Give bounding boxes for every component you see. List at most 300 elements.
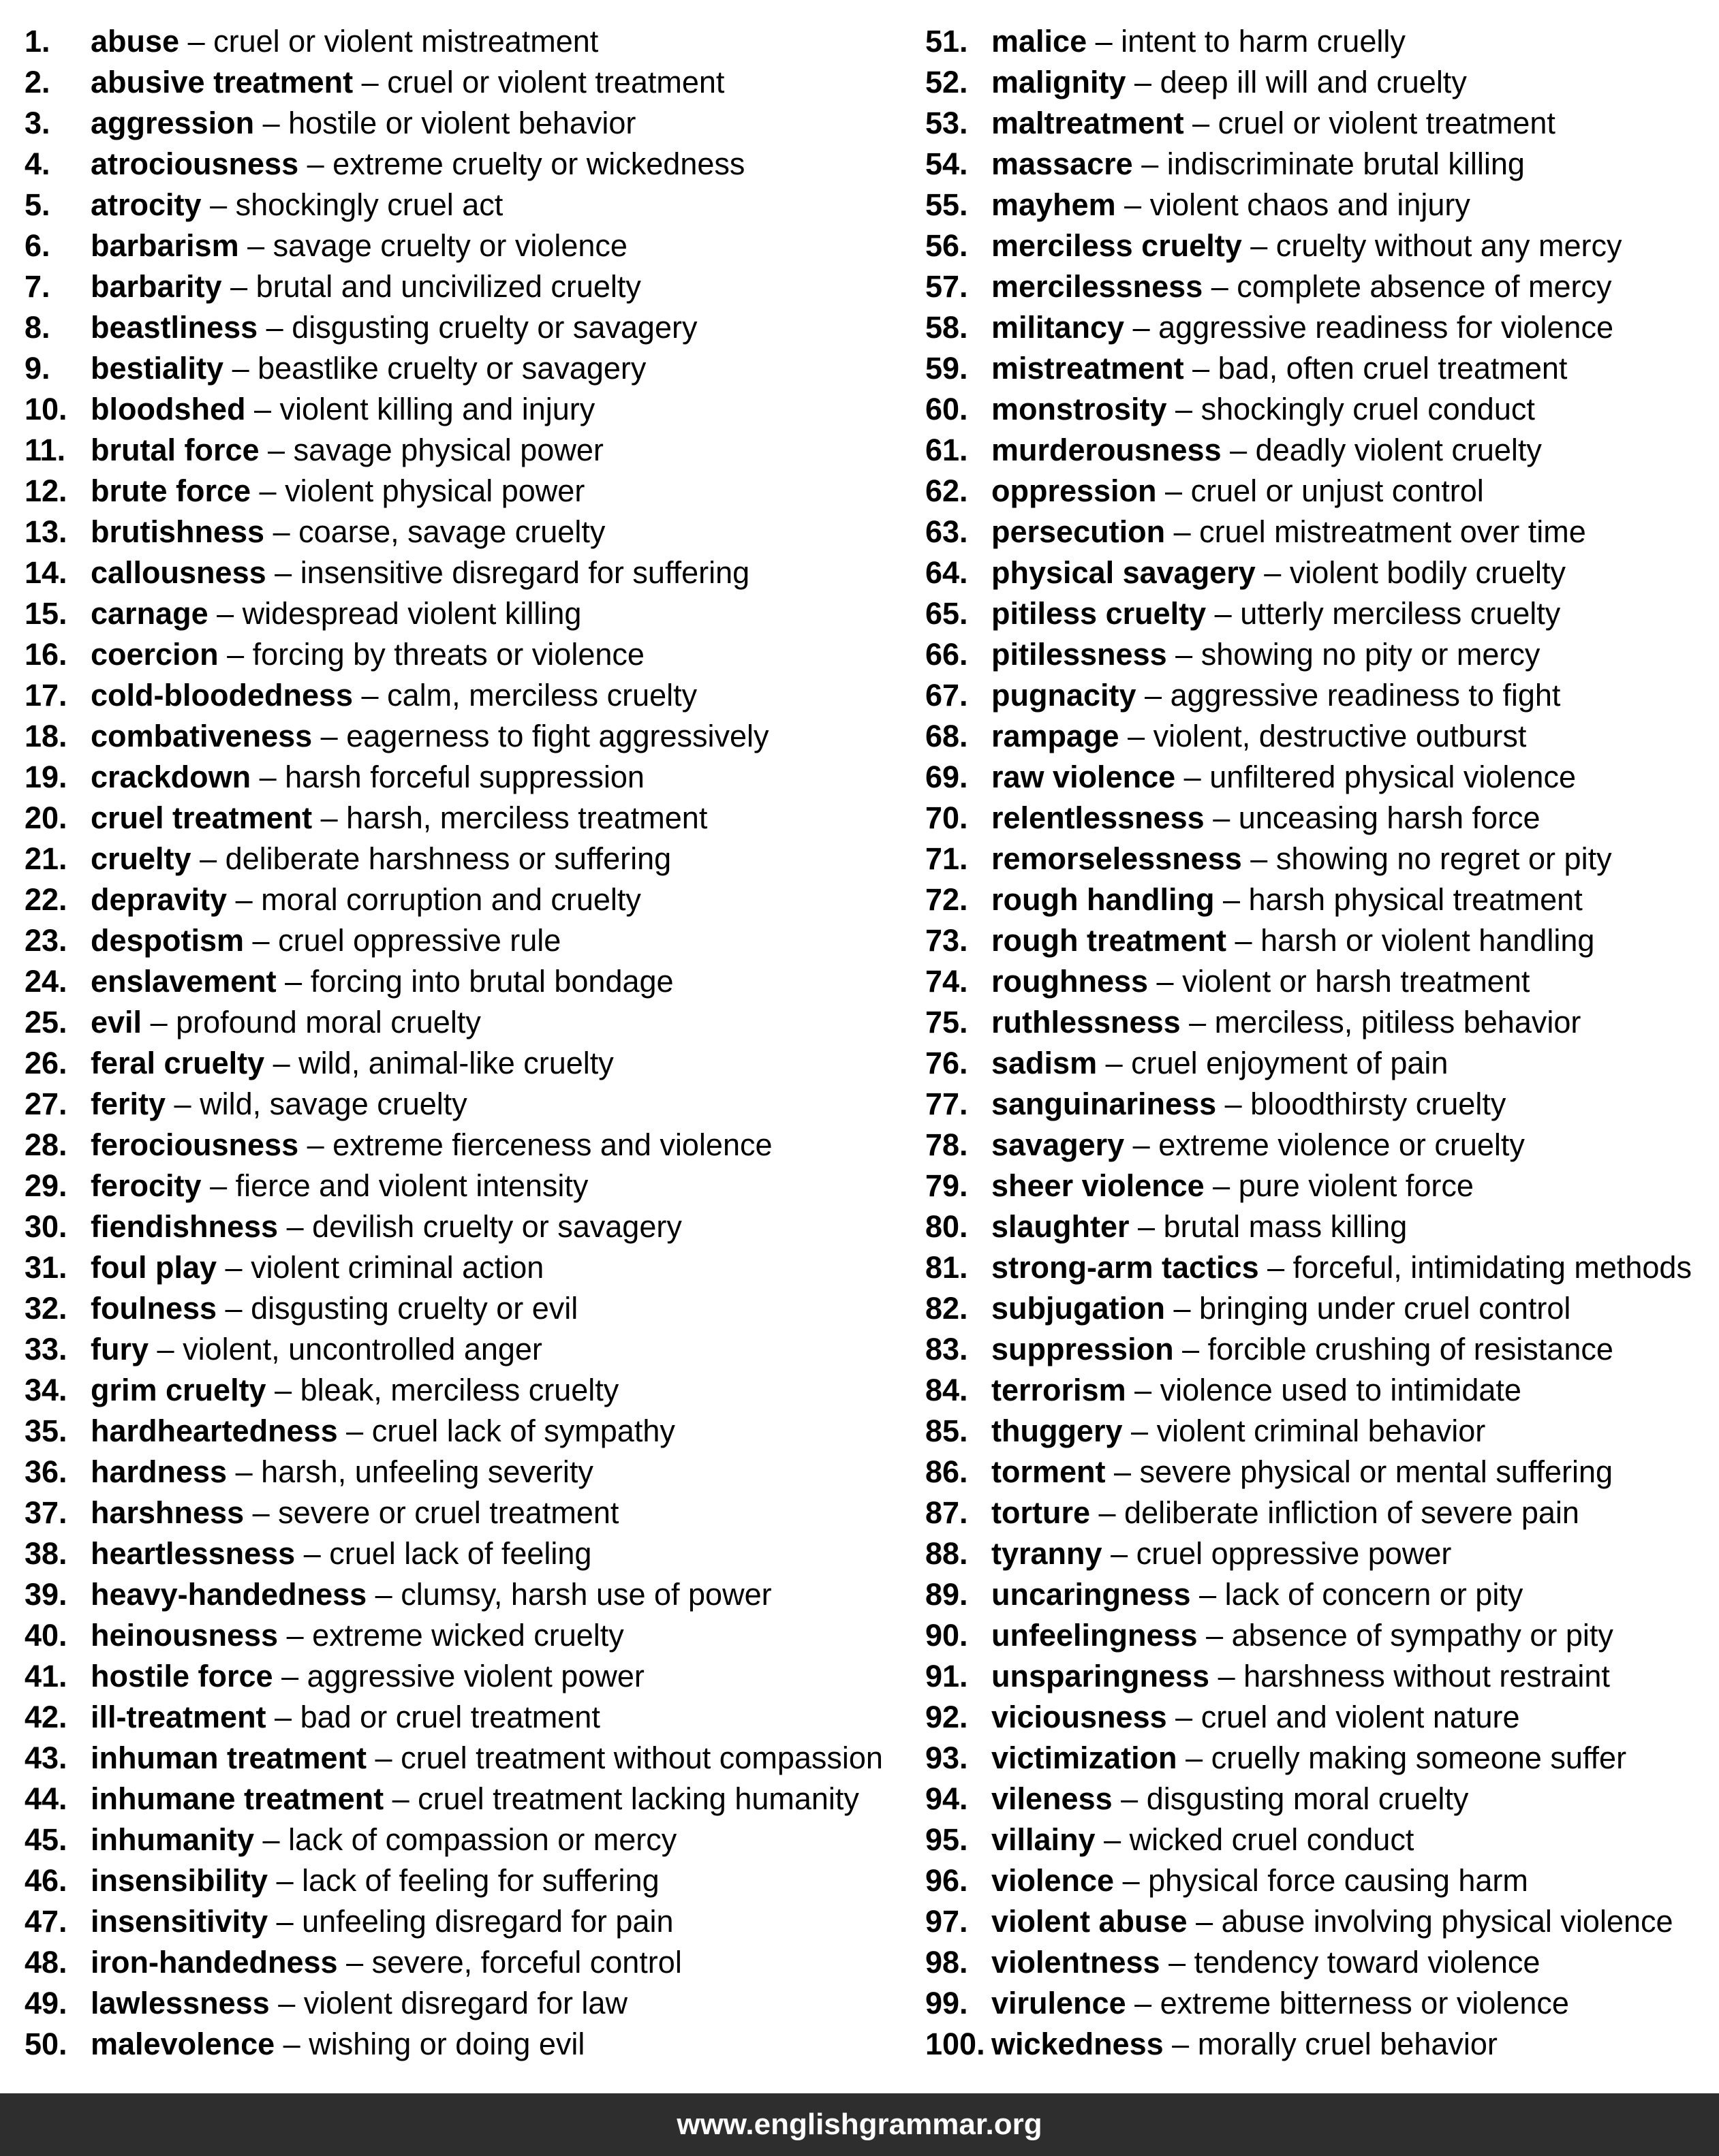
item-term: sadism: [991, 1046, 1098, 1080]
item-separator: –: [227, 1454, 262, 1489]
item-term: beastliness: [91, 310, 258, 345]
item-definition: disgusting cruelty or savagery: [292, 310, 698, 345]
item-definition: forcible crushing of resistance: [1207, 1332, 1613, 1366]
item-separator: –: [1126, 1373, 1160, 1407]
item-definition: deep ill will and cruelty: [1160, 65, 1467, 99]
item-term: ferociousness: [91, 1127, 299, 1162]
item-number: 2.: [25, 65, 50, 99]
item-definition: bad, often cruel treatment: [1218, 351, 1568, 386]
item-definition: extreme bitterness or violence: [1160, 1986, 1569, 2020]
item-number: 13.: [25, 514, 67, 549]
item-separator: –: [1173, 1332, 1208, 1366]
item-number: 43.: [25, 1740, 67, 1775]
item-separator: –: [295, 1536, 330, 1571]
list-item: [925, 266, 1709, 307]
word-list-left-column: [25, 21, 903, 2065]
item-definition: bleak, merciless cruelty: [300, 1373, 619, 1407]
list-item: [25, 471, 903, 512]
item-definition: lack of compassion or mercy: [288, 1822, 677, 1857]
item-term: malignity: [991, 65, 1126, 99]
list-item: [925, 634, 1709, 675]
item-number: 67.: [925, 678, 968, 713]
item-definition: deliberate harshness or suffering: [225, 841, 672, 876]
item-term: slaughter: [991, 1209, 1130, 1244]
item-definition: cruel or unjust control: [1190, 473, 1484, 508]
list-item: [25, 1819, 903, 1860]
item-definition: violent criminal behavior: [1156, 1413, 1486, 1448]
item-definition: extreme cruelty or wickedness: [332, 146, 745, 181]
item-definition: aggressive readiness to fight: [1170, 678, 1561, 713]
item-term: rough treatment: [991, 923, 1227, 958]
item-separator: –: [266, 555, 300, 590]
item-separator: –: [1209, 1659, 1244, 1693]
item-definition: utterly merciless cruelty: [1240, 596, 1561, 631]
list-item: [25, 1125, 903, 1166]
item-separator: –: [149, 1332, 183, 1366]
item-definition: shockingly cruel conduct: [1201, 392, 1535, 426]
item-number: 69.: [925, 760, 968, 794]
item-term: malevolence: [91, 2027, 275, 2061]
item-separator: –: [312, 719, 347, 753]
item-term: insensitivity: [91, 1904, 268, 1939]
item-term: rampage: [991, 719, 1119, 753]
item-definition: violent physical power: [285, 473, 585, 508]
item-definition: lack of concern or pity: [1224, 1577, 1523, 1612]
item-term: strong-arm tactics: [991, 1250, 1259, 1285]
list-item: [925, 348, 1709, 389]
item-number: 30.: [25, 1209, 67, 1244]
item-number: 36.: [25, 1454, 67, 1489]
item-separator: –: [1115, 187, 1150, 222]
item-definition: disgusting moral cruelty: [1146, 1781, 1469, 1816]
item-term: coercion: [91, 637, 219, 672]
list-item: [25, 1329, 903, 1370]
list-item: [925, 1942, 1709, 1983]
item-separator: –: [264, 1046, 299, 1080]
item-term: victimization: [991, 1740, 1177, 1775]
item-number: 33.: [25, 1332, 67, 1366]
item-term: raw violence: [991, 760, 1176, 794]
item-term: bestiality: [91, 351, 224, 386]
item-definition: physical force causing harm: [1148, 1863, 1528, 1898]
item-number: 47.: [25, 1904, 67, 1939]
item-separator: –: [1258, 1250, 1293, 1285]
list-item: [25, 1942, 903, 1983]
item-term: foul play: [91, 1250, 217, 1285]
item-separator: –: [1166, 1700, 1201, 1734]
item-number: 28.: [25, 1127, 67, 1162]
item-separator: –: [1124, 1127, 1159, 1162]
item-term: ferocity: [91, 1168, 202, 1203]
item-definition: cruelty without any mercy: [1275, 228, 1622, 263]
item-definition: cruel treatment without compassion: [401, 1740, 883, 1775]
item-definition: harsh, unfeeling severity: [261, 1454, 593, 1489]
item-number: 26.: [25, 1046, 67, 1080]
item-separator: –: [266, 1700, 300, 1734]
item-definition: indiscriminate brutal killing: [1166, 146, 1525, 181]
item-definition: cruel lack of sympathy: [371, 1413, 675, 1448]
list-item: [25, 21, 903, 62]
list-item: [25, 1370, 903, 1411]
item-definition: deliberate infliction of severe pain: [1124, 1495, 1579, 1530]
item-definition: aggressive violent power: [307, 1659, 645, 1693]
item-number: 96.: [925, 1863, 968, 1898]
item-definition: severe, forceful control: [371, 1945, 682, 1980]
item-separator: –: [1126, 65, 1160, 99]
item-definition: harsh or violent handling: [1260, 923, 1595, 958]
item-separator: –: [1183, 106, 1218, 140]
list-item: [25, 1043, 903, 1084]
item-number: 12.: [25, 473, 67, 508]
item-number: 41.: [25, 1659, 67, 1693]
list-item: [925, 103, 1709, 144]
item-definition: violent chaos and injury: [1149, 187, 1470, 222]
item-term: inhumane treatment: [91, 1781, 384, 1816]
list-item: [25, 961, 903, 1002]
list-item: [25, 225, 903, 266]
item-term: pugnacity: [991, 678, 1136, 713]
item-number: 73.: [925, 923, 968, 958]
item-separator: –: [353, 65, 388, 99]
item-separator: –: [244, 1495, 279, 1530]
item-term: lawlessness: [91, 1986, 270, 2020]
list-item: [925, 879, 1709, 920]
item-term: villainy: [991, 1822, 1096, 1857]
item-separator: –: [1129, 1209, 1164, 1244]
item-term: despotism: [91, 923, 245, 958]
list-item: [25, 1411, 903, 1452]
item-definition: widespread violent killing: [242, 596, 582, 631]
list-item: [25, 348, 903, 389]
list-item: [25, 798, 903, 839]
item-definition: cruel oppressive power: [1136, 1536, 1452, 1571]
item-term: pitiless cruelty: [991, 596, 1207, 631]
list-item: [25, 1697, 903, 1738]
list-item: [25, 1206, 903, 1247]
item-separator: –: [278, 1209, 313, 1244]
list-item: [925, 1574, 1709, 1615]
item-definition: violent, destructive outburst: [1153, 719, 1527, 753]
list-item: [925, 1533, 1709, 1574]
item-number: 24.: [25, 964, 67, 999]
list-item: [25, 593, 903, 634]
item-separator: –: [1214, 882, 1249, 917]
item-definition: clumsy, harsh use of power: [401, 1577, 772, 1612]
item-definition: wicked cruel conduct: [1129, 1822, 1414, 1857]
item-number: 52.: [925, 65, 968, 99]
item-separator: –: [218, 637, 253, 672]
list-item: [25, 2024, 903, 2065]
item-term: cruelty: [91, 841, 191, 876]
list-item: [25, 920, 903, 961]
item-term: brute force: [91, 473, 251, 508]
item-definition: bringing under cruel control: [1199, 1291, 1571, 1326]
item-definition: hostile or violent behavior: [288, 106, 636, 140]
item-definition: bloodthirsty cruelty: [1250, 1087, 1506, 1121]
item-term: murderousness: [991, 433, 1222, 467]
item-number: 7.: [25, 269, 50, 304]
item-term: terrorism: [991, 1373, 1126, 1407]
list-item: [25, 1779, 903, 1819]
item-number: 50.: [25, 2027, 67, 2061]
item-definition: extreme violence or cruelty: [1158, 1127, 1525, 1162]
item-term: cruel treatment: [91, 800, 313, 835]
item-definition: unfeeling disregard for pain: [302, 1904, 674, 1939]
item-number: 51.: [925, 24, 968, 59]
item-number: 18.: [25, 719, 67, 753]
item-number: 14.: [25, 555, 67, 590]
item-number: 11.: [25, 433, 66, 467]
list-item: [925, 1002, 1709, 1043]
item-term: ferity: [91, 1087, 166, 1121]
item-definition: absence of sympathy or pity: [1231, 1618, 1613, 1653]
item-definition: bad or cruel treatment: [300, 1700, 600, 1734]
item-number: 90.: [925, 1618, 968, 1653]
item-separator: –: [208, 596, 243, 631]
item-separator: –: [367, 1740, 401, 1775]
item-separator: –: [217, 1291, 251, 1326]
item-separator: –: [254, 1822, 289, 1857]
list-item: [925, 1860, 1709, 1901]
item-number: 8.: [25, 310, 50, 345]
item-number: 56.: [925, 228, 968, 263]
list-item: [25, 1901, 903, 1942]
item-number: 6.: [25, 228, 50, 263]
list-item: [925, 798, 1709, 839]
item-separator: –: [1164, 1291, 1200, 1326]
item-term: barbarity: [91, 269, 222, 304]
item-separator: –: [1241, 228, 1276, 263]
item-term: callousness: [91, 555, 266, 590]
item-separator: –: [1095, 1822, 1130, 1857]
list-item: [25, 1247, 903, 1288]
item-definition: harsh, merciless treatment: [346, 800, 708, 835]
item-term: violentness: [991, 1945, 1160, 1980]
item-number: 71.: [925, 841, 968, 876]
item-term: merciless cruelty: [991, 228, 1242, 263]
item-number: 63.: [925, 514, 968, 549]
list-item: [25, 1452, 903, 1493]
list-item: [925, 307, 1709, 348]
item-separator: –: [1226, 923, 1261, 958]
item-number: 5.: [25, 187, 50, 222]
item-separator: –: [201, 1168, 236, 1203]
item-number: 3.: [25, 106, 50, 140]
item-separator: –: [367, 1577, 401, 1612]
item-separator: –: [1160, 1945, 1194, 1980]
item-definition: harsh forceful suppression: [285, 760, 645, 794]
item-number: 68.: [925, 719, 968, 753]
item-separator: –: [1105, 1454, 1140, 1489]
list-item: [25, 1656, 903, 1697]
item-definition: brutal mass killing: [1163, 1209, 1408, 1244]
item-definition: cruel or violent treatment: [1218, 106, 1555, 140]
item-separator: –: [1090, 1495, 1125, 1530]
item-number: 15.: [25, 596, 67, 631]
list-item: [925, 1697, 1709, 1738]
item-number: 35.: [25, 1413, 67, 1448]
list-item: [25, 266, 903, 307]
item-number: 82.: [925, 1291, 968, 1326]
list-item: [25, 1533, 903, 1574]
list-item: [925, 144, 1709, 185]
item-number: 79.: [925, 1168, 968, 1203]
item-number: 54.: [925, 146, 968, 181]
item-separator: –: [298, 146, 333, 181]
item-separator: –: [273, 1659, 307, 1693]
item-number: 84.: [925, 1373, 968, 1407]
item-definition: aggressive readiness for violence: [1158, 310, 1613, 345]
item-definition: violent criminal action: [251, 1250, 544, 1285]
item-definition: harsh physical treatment: [1248, 882, 1583, 917]
list-item: [925, 1125, 1709, 1166]
item-separator: –: [337, 1413, 372, 1448]
list-item: [25, 716, 903, 757]
item-term: malice: [991, 24, 1087, 59]
item-number: 60.: [925, 392, 968, 426]
item-number: 55.: [925, 187, 968, 222]
item-separator: –: [1206, 596, 1241, 631]
item-number: 19.: [25, 760, 67, 794]
word-list-right-column: [925, 21, 1709, 2065]
item-term: ill-treatment: [91, 1700, 266, 1734]
item-term: mayhem: [991, 187, 1116, 222]
item-separator: –: [1119, 719, 1153, 753]
item-term: insensibility: [91, 1863, 268, 1898]
item-separator: –: [1216, 1087, 1251, 1121]
item-definition: cruel lack of feeling: [329, 1536, 592, 1571]
item-number: 86.: [925, 1454, 968, 1489]
list-item: [925, 593, 1709, 634]
item-separator: –: [312, 800, 347, 835]
item-number: 72.: [925, 882, 968, 917]
item-separator: –: [217, 1250, 251, 1285]
item-separator: –: [1148, 964, 1183, 999]
item-separator: –: [266, 1373, 300, 1407]
item-number: 65.: [925, 596, 968, 631]
item-definition: wild, animal-like cruelty: [298, 1046, 614, 1080]
item-definition: merciless, pitiless behavior: [1214, 1005, 1581, 1040]
item-definition: complete absence of mercy: [1237, 269, 1612, 304]
item-number: 66.: [925, 637, 968, 672]
item-term: virulence: [991, 1986, 1126, 2020]
item-term: mistreatment: [991, 351, 1184, 386]
item-number: 76.: [925, 1046, 968, 1080]
item-term: crackdown: [91, 760, 251, 794]
item-definition: cruel or violent mistreatment: [213, 24, 599, 59]
item-number: 9.: [25, 351, 50, 386]
item-number: 38.: [25, 1536, 67, 1571]
item-term: persecution: [991, 514, 1166, 549]
item-separator: –: [1165, 514, 1200, 549]
list-item: [925, 185, 1709, 225]
item-term: mercilessness: [991, 269, 1203, 304]
list-item: [925, 1247, 1709, 1288]
list-item: [925, 21, 1709, 62]
item-term: heinousness: [91, 1618, 279, 1653]
item-term: pitilessness: [991, 637, 1167, 672]
list-item: [925, 1901, 1709, 1942]
item-separator: –: [1190, 1577, 1225, 1612]
item-term: combativeness: [91, 719, 313, 753]
list-item: [25, 1493, 903, 1533]
item-term: vileness: [991, 1781, 1113, 1816]
list-item: [925, 1656, 1709, 1697]
item-term: iron-handedness: [91, 1945, 338, 1980]
list-item: [25, 1288, 903, 1329]
list-item: [925, 1615, 1709, 1656]
item-separator: –: [384, 1781, 418, 1816]
item-number: 95.: [925, 1822, 968, 1857]
item-number: 49.: [25, 1986, 67, 2020]
item-definition: forcing into brutal bondage: [310, 964, 674, 999]
item-term: torment: [991, 1454, 1106, 1489]
item-number: 88.: [925, 1536, 968, 1571]
item-definition: violent or harsh treatment: [1182, 964, 1530, 999]
item-term: tyranny: [991, 1536, 1102, 1571]
item-separator: –: [268, 1863, 303, 1898]
list-item: [25, 512, 903, 552]
item-separator: –: [1156, 473, 1191, 508]
list-item: [925, 1084, 1709, 1125]
list-item: [25, 62, 903, 103]
item-definition: cruel mistreatment over time: [1199, 514, 1586, 549]
item-number: 98.: [925, 1945, 968, 1980]
item-number: 16.: [25, 637, 67, 672]
item-definition: violent, uncontrolled anger: [183, 1332, 542, 1366]
item-separator: –: [1177, 1740, 1211, 1775]
item-definition: cruelly making someone suffer: [1211, 1740, 1627, 1775]
item-term: violence: [991, 1863, 1115, 1898]
list-item: [925, 1779, 1709, 1819]
item-definition: unceasing harsh force: [1238, 800, 1540, 835]
item-number: 10.: [25, 392, 67, 426]
item-separator: –: [353, 678, 388, 713]
item-term: thuggery: [991, 1413, 1123, 1448]
item-term: uncaringness: [991, 1577, 1191, 1612]
item-number: 39.: [25, 1577, 67, 1612]
item-separator: –: [1122, 1413, 1157, 1448]
item-term: atrociousness: [91, 146, 299, 181]
item-definition: moral corruption and cruelty: [261, 882, 641, 917]
list-item: [25, 144, 903, 185]
item-number: 27.: [25, 1087, 67, 1121]
item-definition: violent disregard for law: [303, 1986, 628, 2020]
item-number: 23.: [25, 923, 67, 958]
item-number: 48.: [25, 1945, 67, 1980]
item-separator: –: [1203, 269, 1237, 304]
item-term: relentlessness: [991, 800, 1205, 835]
item-separator: –: [1087, 24, 1121, 59]
item-separator: –: [142, 1005, 176, 1040]
list-item: [925, 2024, 1709, 2065]
item-number: 20.: [25, 800, 67, 835]
item-number: 53.: [925, 106, 968, 140]
item-separator: –: [276, 964, 311, 999]
item-number: 81.: [925, 1250, 968, 1285]
list-item: [25, 1983, 903, 2024]
item-number: 97.: [925, 1904, 968, 1939]
item-definition: extreme fierceness and violence: [332, 1127, 773, 1162]
item-number: 91.: [925, 1659, 968, 1693]
item-term: oppression: [991, 473, 1157, 508]
item-term: torture: [991, 1495, 1090, 1530]
item-separator: –: [221, 269, 256, 304]
item-term: hardness: [91, 1454, 228, 1489]
item-term: fiendishness: [91, 1209, 279, 1244]
item-definition: intent to harm cruelly: [1121, 24, 1406, 59]
item-term: foulness: [91, 1291, 217, 1326]
